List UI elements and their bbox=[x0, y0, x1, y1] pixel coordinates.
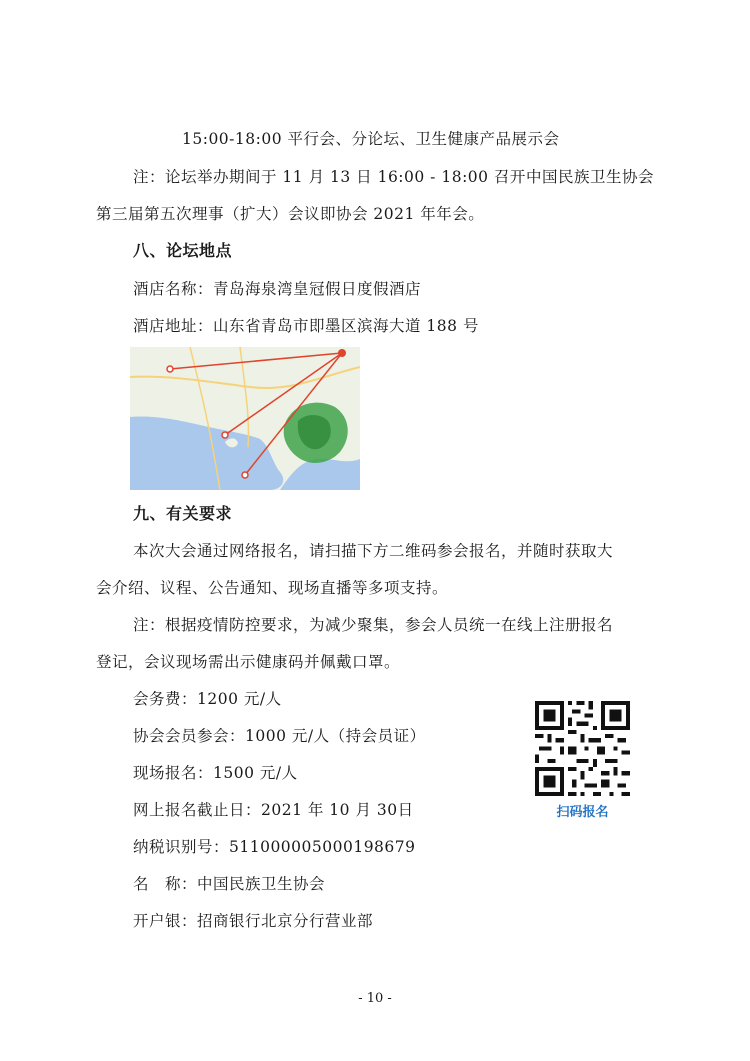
schedule-line: 15:00-18:00 平行会、分论坛、卫生健康产品展示会 bbox=[182, 130, 560, 148]
hotel-address: 酒店地址：山东省青岛市即墨区滨海大道 188 号 bbox=[133, 317, 479, 335]
requirement-para-1-line-2: 会介绍、议程、公告通知、现场直播等多项支持。 bbox=[96, 579, 449, 597]
map-graphic bbox=[130, 347, 360, 490]
map-origin-marker-1 bbox=[167, 366, 173, 372]
section-8-heading: 八、论坛地点 bbox=[133, 241, 233, 260]
section-9-heading: 九、有关要求 bbox=[133, 504, 233, 523]
bank-line: 开户银：招商银行北京分行营业部 bbox=[133, 912, 374, 930]
note-line-2: 第三届第五次理事（扩大）会议即协会 2021 年年会。 bbox=[96, 205, 485, 223]
requirement-para-2-line-2: 登记，会议现场需出示健康码并佩戴口罩。 bbox=[96, 653, 401, 671]
qr-caption: 扫码报名 bbox=[556, 805, 609, 820]
onsite-fee-line: 现场报名：1500 元/人 bbox=[133, 764, 298, 782]
map-origin-marker-3 bbox=[242, 472, 248, 478]
fee-line: 会务费：1200 元/人 bbox=[133, 690, 282, 708]
registration-qr[interactable] bbox=[531, 697, 634, 821]
account-name-line: 名 称：中国民族卫生协会 bbox=[133, 875, 326, 893]
deadline-line: 网上报名截止日：2021 年 10 月 30日 bbox=[133, 801, 414, 819]
requirement-para-1-line-1: 本次大会通过网络报名，请扫描下方二维码参会报名，并随时获取大 bbox=[133, 542, 614, 560]
qr-code-graphic bbox=[531, 697, 634, 800]
page-number: - 10 - bbox=[358, 991, 392, 1006]
hotel-name: 酒店名称：青岛海泉湾皇冠假日度假酒店 bbox=[133, 280, 422, 298]
map-origin-marker-2 bbox=[222, 432, 228, 438]
note-line-1: 注：论坛举办期间于 11 月 13 日 16:00 - 18:00 召开中国民族卫生协会 bbox=[133, 168, 654, 186]
location-map bbox=[130, 347, 360, 490]
member-fee-line: 协会会员参会：1000 元/人（持会员证） bbox=[133, 727, 426, 745]
requirement-para-2-line-1: 注：根据疫情防控要求，为减少聚集，参会人员统一在线上注册报名 bbox=[133, 616, 614, 634]
map-hotel-marker bbox=[338, 349, 346, 357]
tax-id-line: 纳税识别号：511000005000198679 bbox=[133, 838, 416, 856]
